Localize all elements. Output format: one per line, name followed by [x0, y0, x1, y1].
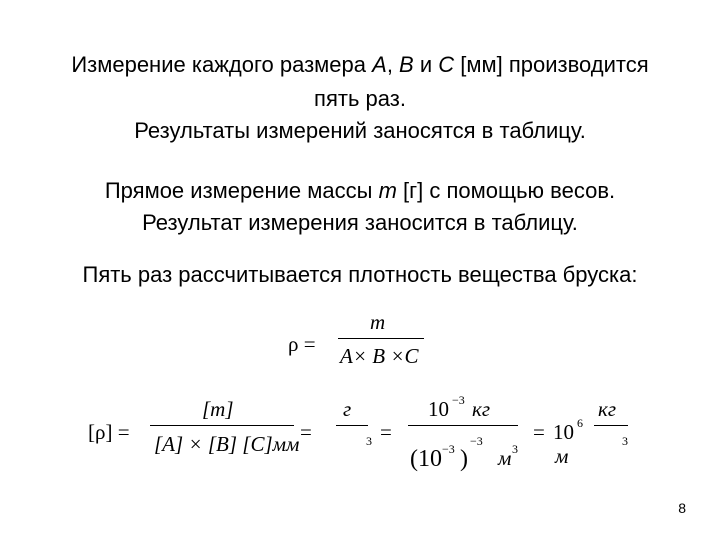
- result-unit-numerator: кг: [598, 397, 617, 421]
- variable-a: A: [372, 52, 387, 77]
- units-numerator-1: [m]: [202, 397, 234, 421]
- variable-b: B: [399, 52, 414, 77]
- text-segment: Измерение каждого размера: [71, 52, 373, 77]
- formula-denominator: A× B ×C: [340, 344, 419, 368]
- text-segment: и: [413, 52, 439, 77]
- units-numerator-3-unit: кг: [472, 397, 491, 421]
- units-numerator-3: 10: [428, 397, 449, 421]
- units-denominator-2-exponent: 3: [366, 434, 372, 448]
- formula-lhs: ρ =: [288, 332, 316, 356]
- page-number: 8: [678, 500, 686, 516]
- result-exponent: 6: [577, 416, 583, 430]
- result-unit-denominator-exponent: 3: [622, 434, 628, 448]
- units-denominator-3: (10: [410, 446, 442, 472]
- text-line-1: [0, 52, 720, 78]
- result-value: 10: [553, 420, 574, 444]
- text-segment: [г] с помощью весов.: [396, 178, 616, 203]
- text-line-2: пять раз.: [314, 86, 406, 111]
- units-lhs: [ρ] =: [88, 420, 130, 444]
- equals-sign: =: [533, 420, 545, 444]
- units-denominator-3-unit: м: [498, 446, 512, 470]
- units-numerator-2: г: [343, 397, 352, 421]
- text-line-5: Результат измерения заносится в таблицу.: [142, 210, 578, 235]
- formula-numerator: m: [370, 310, 386, 334]
- text-line-4: [0, 178, 720, 204]
- units-denominator-1: [A] × [B] [C]мм: [154, 432, 300, 456]
- fraction-bar: [338, 338, 424, 339]
- variable-c: C: [438, 52, 455, 77]
- result-unit-denominator: м: [555, 444, 569, 468]
- units-denominator-3-inner-exponent: −3: [442, 442, 455, 456]
- fraction-bar: [150, 425, 294, 426]
- units-denominator-3-outer-exponent: −3: [470, 434, 483, 448]
- equals-sign: =: [380, 420, 392, 444]
- text-line-3: Результаты измерений заносятся в таблицу.: [134, 118, 586, 143]
- units-denominator-3-unit-exponent: 3: [512, 442, 518, 456]
- fraction-bar: [336, 425, 368, 426]
- text-line-6: Пять раз рассчитывается плотность вещества бруска:: [82, 262, 638, 287]
- units-numerator-3-exponent: −3: [452, 393, 465, 407]
- variable-m: m: [378, 178, 397, 203]
- equals-sign: =: [300, 420, 312, 444]
- text-segment: [мм] производится: [454, 52, 649, 77]
- fraction-bar: [594, 425, 628, 426]
- units-denominator-3-paren: ): [460, 446, 468, 472]
- fraction-bar: [408, 425, 518, 426]
- text-segment: ,: [386, 52, 400, 77]
- text-segment: Прямое измерение массы: [104, 178, 379, 203]
